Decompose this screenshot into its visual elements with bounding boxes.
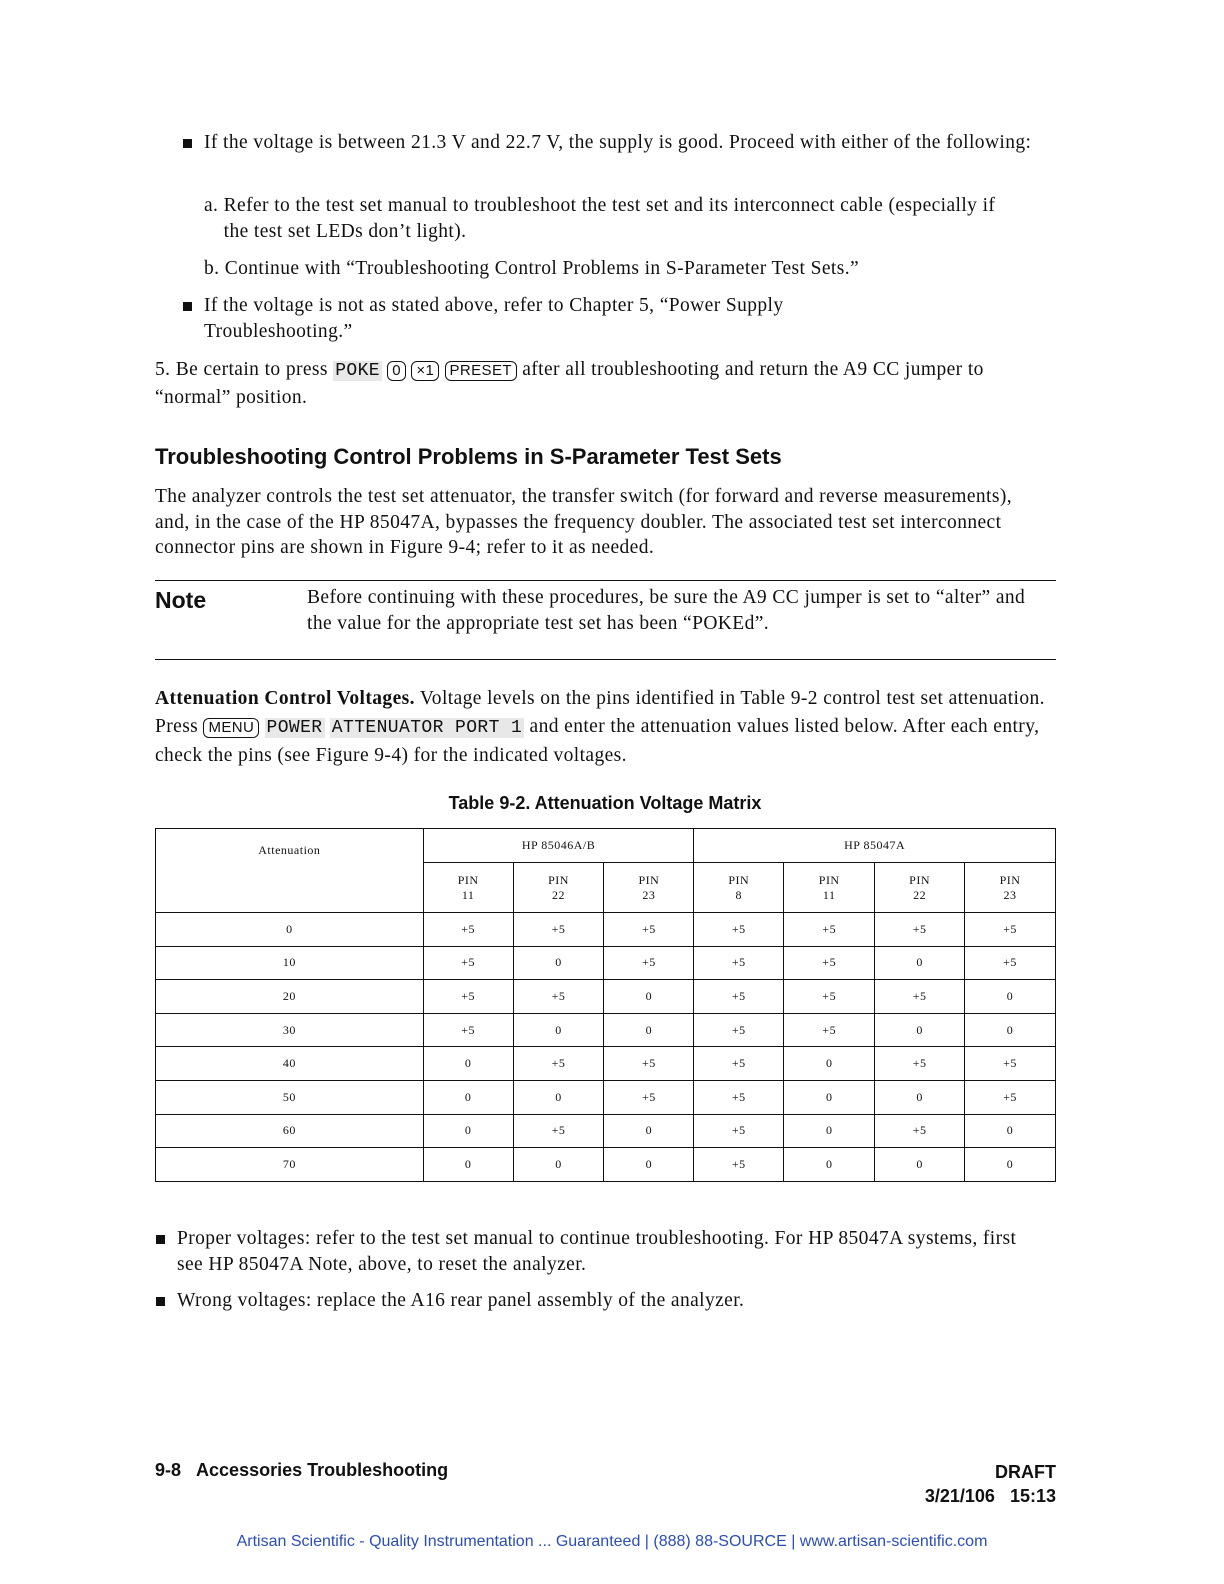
pin-label: PIN	[999, 872, 1021, 887]
softkey-attenuator-port-1: ATTENUATOR PORT 1	[331, 717, 523, 738]
voltage-cell: +5	[694, 1080, 784, 1114]
key-menu: MENU	[203, 718, 259, 738]
voltage-cell: +5	[423, 980, 513, 1014]
voltage-cell: 0	[423, 1080, 513, 1114]
voltage-cell: +5	[965, 1047, 1056, 1081]
voltage-cell: 0	[423, 1047, 513, 1081]
bullet-text: Wrong voltages: replace the A16 rear panel assembly of the analyzer.	[177, 1290, 745, 1311]
attenuation-cell: 0	[156, 913, 424, 947]
voltage-cell: 0	[604, 1013, 694, 1047]
note-text: Before continuing with these procedures, be sure the A9 CC jumper is set to “alter” and the value for the appropriate test set has been “POKEd”.	[307, 587, 1026, 634]
header-pin	[513, 863, 604, 913]
header-pin	[604, 863, 694, 913]
pin-number: 22	[552, 887, 566, 902]
note-label: Note	[155, 587, 207, 613]
attenuation-cell: 10	[156, 946, 424, 980]
voltage-cell: +5	[604, 946, 694, 980]
table-row	[156, 913, 1056, 947]
page-number: 9-8	[155, 1460, 182, 1480]
voltage-cell: 0	[875, 946, 965, 980]
voltage-cell: 0	[784, 1148, 875, 1182]
pin-label: PIN	[548, 872, 569, 887]
header-pin	[784, 863, 875, 913]
sub-item-text: Refer to the test set manual to troubleshoot the test set and its interconnect cable (especially if the test set LEDs don’t light).	[223, 195, 996, 242]
voltage-cell: +5	[513, 1114, 604, 1148]
divider	[155, 580, 1056, 581]
footer-left	[155, 1460, 448, 1481]
key-preset: PRESET	[445, 361, 517, 381]
voltage-cell: 0	[784, 1080, 875, 1114]
voltage-cell: 0	[604, 1148, 694, 1182]
pin-label: PIN	[818, 872, 840, 887]
header-pin	[423, 863, 513, 913]
header-pin	[875, 863, 965, 913]
bullet-item	[177, 1288, 1047, 1314]
table-row	[156, 1114, 1056, 1148]
voltage-cell: 0	[875, 1080, 965, 1114]
attenuation-cell: 20	[156, 980, 424, 1014]
table-row	[156, 1148, 1056, 1182]
attenuation-voltage-table	[155, 828, 1056, 1182]
attenuation-cell: 70	[156, 1148, 424, 1182]
key-0: 0	[387, 361, 406, 381]
pin-number: 22	[913, 887, 927, 902]
softkey-poke: POKE	[335, 361, 380, 381]
step-text: Be certain to press	[175, 359, 328, 380]
header-group-85046: HP 85046A/B	[423, 829, 694, 863]
bullet-icon	[183, 139, 192, 148]
header-pin	[965, 863, 1056, 913]
attenuation-cell: 60	[156, 1114, 424, 1148]
voltage-cell: 0	[784, 1114, 875, 1148]
voltage-cell: +5	[875, 980, 965, 1014]
voltage-cell: 0	[875, 1013, 965, 1047]
draft-label: DRAFT	[995, 1462, 1056, 1482]
voltage-cell: +5	[965, 946, 1056, 980]
marker: a.	[204, 195, 219, 216]
voltage-cell: +5	[513, 980, 604, 1014]
voltage-cell: 0	[513, 1080, 604, 1114]
voltage-cell: +5	[694, 1148, 784, 1182]
voltage-cell: 0	[784, 1047, 875, 1081]
voltage-cell: 0	[875, 1148, 965, 1182]
sub-item-a	[204, 193, 1044, 244]
voltage-cell: +5	[604, 1047, 694, 1081]
voltage-cell: 0	[965, 1148, 1056, 1182]
voltage-cell: +5	[965, 1080, 1056, 1114]
pin-number: 8	[735, 887, 743, 902]
atten-heading: Attenuation Control Voltages.	[155, 688, 415, 709]
footer-right	[925, 1460, 1056, 1508]
section-title: Troubleshooting Control Problems in S-Parameter Test Sets	[155, 444, 782, 469]
voltage-cell: +5	[875, 913, 965, 947]
table-row	[156, 1013, 1056, 1047]
table-row	[156, 980, 1056, 1014]
voltage-cell: +5	[965, 913, 1056, 947]
voltage-cell: +5	[423, 913, 513, 947]
attenuation-cell: 30	[156, 1013, 424, 1047]
marker: b.	[204, 258, 220, 279]
voltage-cell: +5	[694, 980, 784, 1014]
voltage-cell: +5	[423, 946, 513, 980]
pin-number: 23	[1003, 887, 1017, 902]
attenuation-cell: 50	[156, 1080, 424, 1114]
draft-time: 15:13	[1009, 1486, 1056, 1506]
bullet-text: If the voltage is between 21.3 V and 22.7 V, the supply is good. Proceed with either of the following:	[204, 132, 1032, 153]
key-x1: ×1	[411, 361, 439, 381]
voltage-cell: 0	[965, 1114, 1056, 1148]
voltage-cell: +5	[784, 1013, 875, 1047]
step-5	[155, 357, 1045, 410]
voltage-cell: 0	[513, 1013, 604, 1047]
sub-item-b	[204, 256, 1044, 282]
draft-date: 3/21/106	[924, 1486, 995, 1506]
vendor-banner-link[interactable]: Artisan Scientific - Quality Instrumentation ... Guaranteed | (888) 88-SOURCE | www.artisan-scientific.com	[236, 1533, 988, 1550]
bullet-text: If the voltage is not as stated above, refer to Chapter 5, “Power Supply Troubleshooting.”	[204, 295, 784, 342]
voltage-cell: +5	[423, 1013, 513, 1047]
voltage-cell: +5	[694, 946, 784, 980]
pin-number: 11	[822, 887, 836, 902]
table-caption: Table 9-2. Attenuation Voltage Matrix	[448, 793, 762, 813]
voltage-cell: +5	[694, 913, 784, 947]
divider	[155, 659, 1056, 660]
header-pin	[694, 863, 784, 913]
bullet-item	[177, 1226, 1047, 1277]
voltage-cell: +5	[513, 1047, 604, 1081]
pin-label: PIN	[638, 872, 660, 887]
atten-paragraph	[155, 685, 1045, 770]
voltage-cell: 0	[423, 1148, 513, 1182]
voltage-cell: +5	[513, 913, 604, 947]
pin-number: 11	[461, 887, 475, 902]
header-group-85047: HP 85047A	[694, 829, 1056, 863]
pin-label: PIN	[728, 872, 750, 887]
voltage-cell: +5	[784, 913, 875, 947]
voltage-cell: +5	[694, 1013, 784, 1047]
header-attenuation: Attenuation	[156, 829, 424, 913]
table-row	[156, 946, 1056, 980]
pin-label: PIN	[457, 872, 479, 887]
voltage-cell: +5	[604, 1080, 694, 1114]
voltage-cell: 0	[423, 1114, 513, 1148]
bullet-item	[204, 130, 1044, 156]
voltage-cell: +5	[694, 1047, 784, 1081]
bullet-text: Proper voltages: refer to the test set manual to continue troubleshooting. For HP 85047A systems, first see HP 85047A Note, above, to reset the analyzer.	[177, 1228, 1017, 1275]
intro-paragraph: The analyzer controls the test set attenuator, the transfer switch (for forward and reverse measurements), and, in the case of the HP 85047A, bypasses the frequency doubler. The associated test set interconnect connector pins are shown in Figure 9-4; refer to it as needed.	[155, 486, 1013, 558]
atten-text: Voltage levels on the pins identified in Table 9-2 control test set attenuation. Press	[155, 688, 1045, 737]
voltage-cell: +5	[784, 946, 875, 980]
voltage-cell: 0	[513, 1148, 604, 1182]
voltage-cell: +5	[875, 1114, 965, 1148]
bullet-icon	[156, 1235, 165, 1244]
voltage-cell: 0	[604, 1114, 694, 1148]
bullet-icon	[183, 302, 192, 311]
step-text: after all troubleshooting and return the A9 CC jumper to “normal” position.	[155, 359, 984, 408]
voltage-cell: 0	[965, 980, 1056, 1014]
table-row	[156, 1080, 1056, 1114]
pin-label: PIN	[909, 872, 930, 887]
chapter-title: Accessories Troubleshooting	[196, 1460, 449, 1480]
bullet-icon	[156, 1297, 165, 1306]
voltage-cell: 0	[604, 980, 694, 1014]
table-row	[156, 1047, 1056, 1081]
voltage-cell: +5	[604, 913, 694, 947]
voltage-cell: +5	[784, 980, 875, 1014]
voltage-cell: +5	[875, 1047, 965, 1081]
sub-item-text: Continue with “Troubleshooting Control Problems in S-Parameter Test Sets.”	[224, 258, 860, 279]
atten-text: and enter the attenuation values listed below. After each entry, check the pins (see Figure 9-4) for the indicated voltages.	[155, 715, 1040, 766]
softkey-power: POWER	[266, 717, 323, 738]
voltage-cell: +5	[694, 1114, 784, 1148]
marker: 5.	[155, 359, 171, 380]
voltage-cell: 0	[513, 946, 604, 980]
voltage-cell: 0	[965, 1013, 1056, 1047]
attenuation-cell: 40	[156, 1047, 424, 1081]
pin-number: 23	[642, 887, 656, 902]
bullet-item	[204, 293, 904, 344]
